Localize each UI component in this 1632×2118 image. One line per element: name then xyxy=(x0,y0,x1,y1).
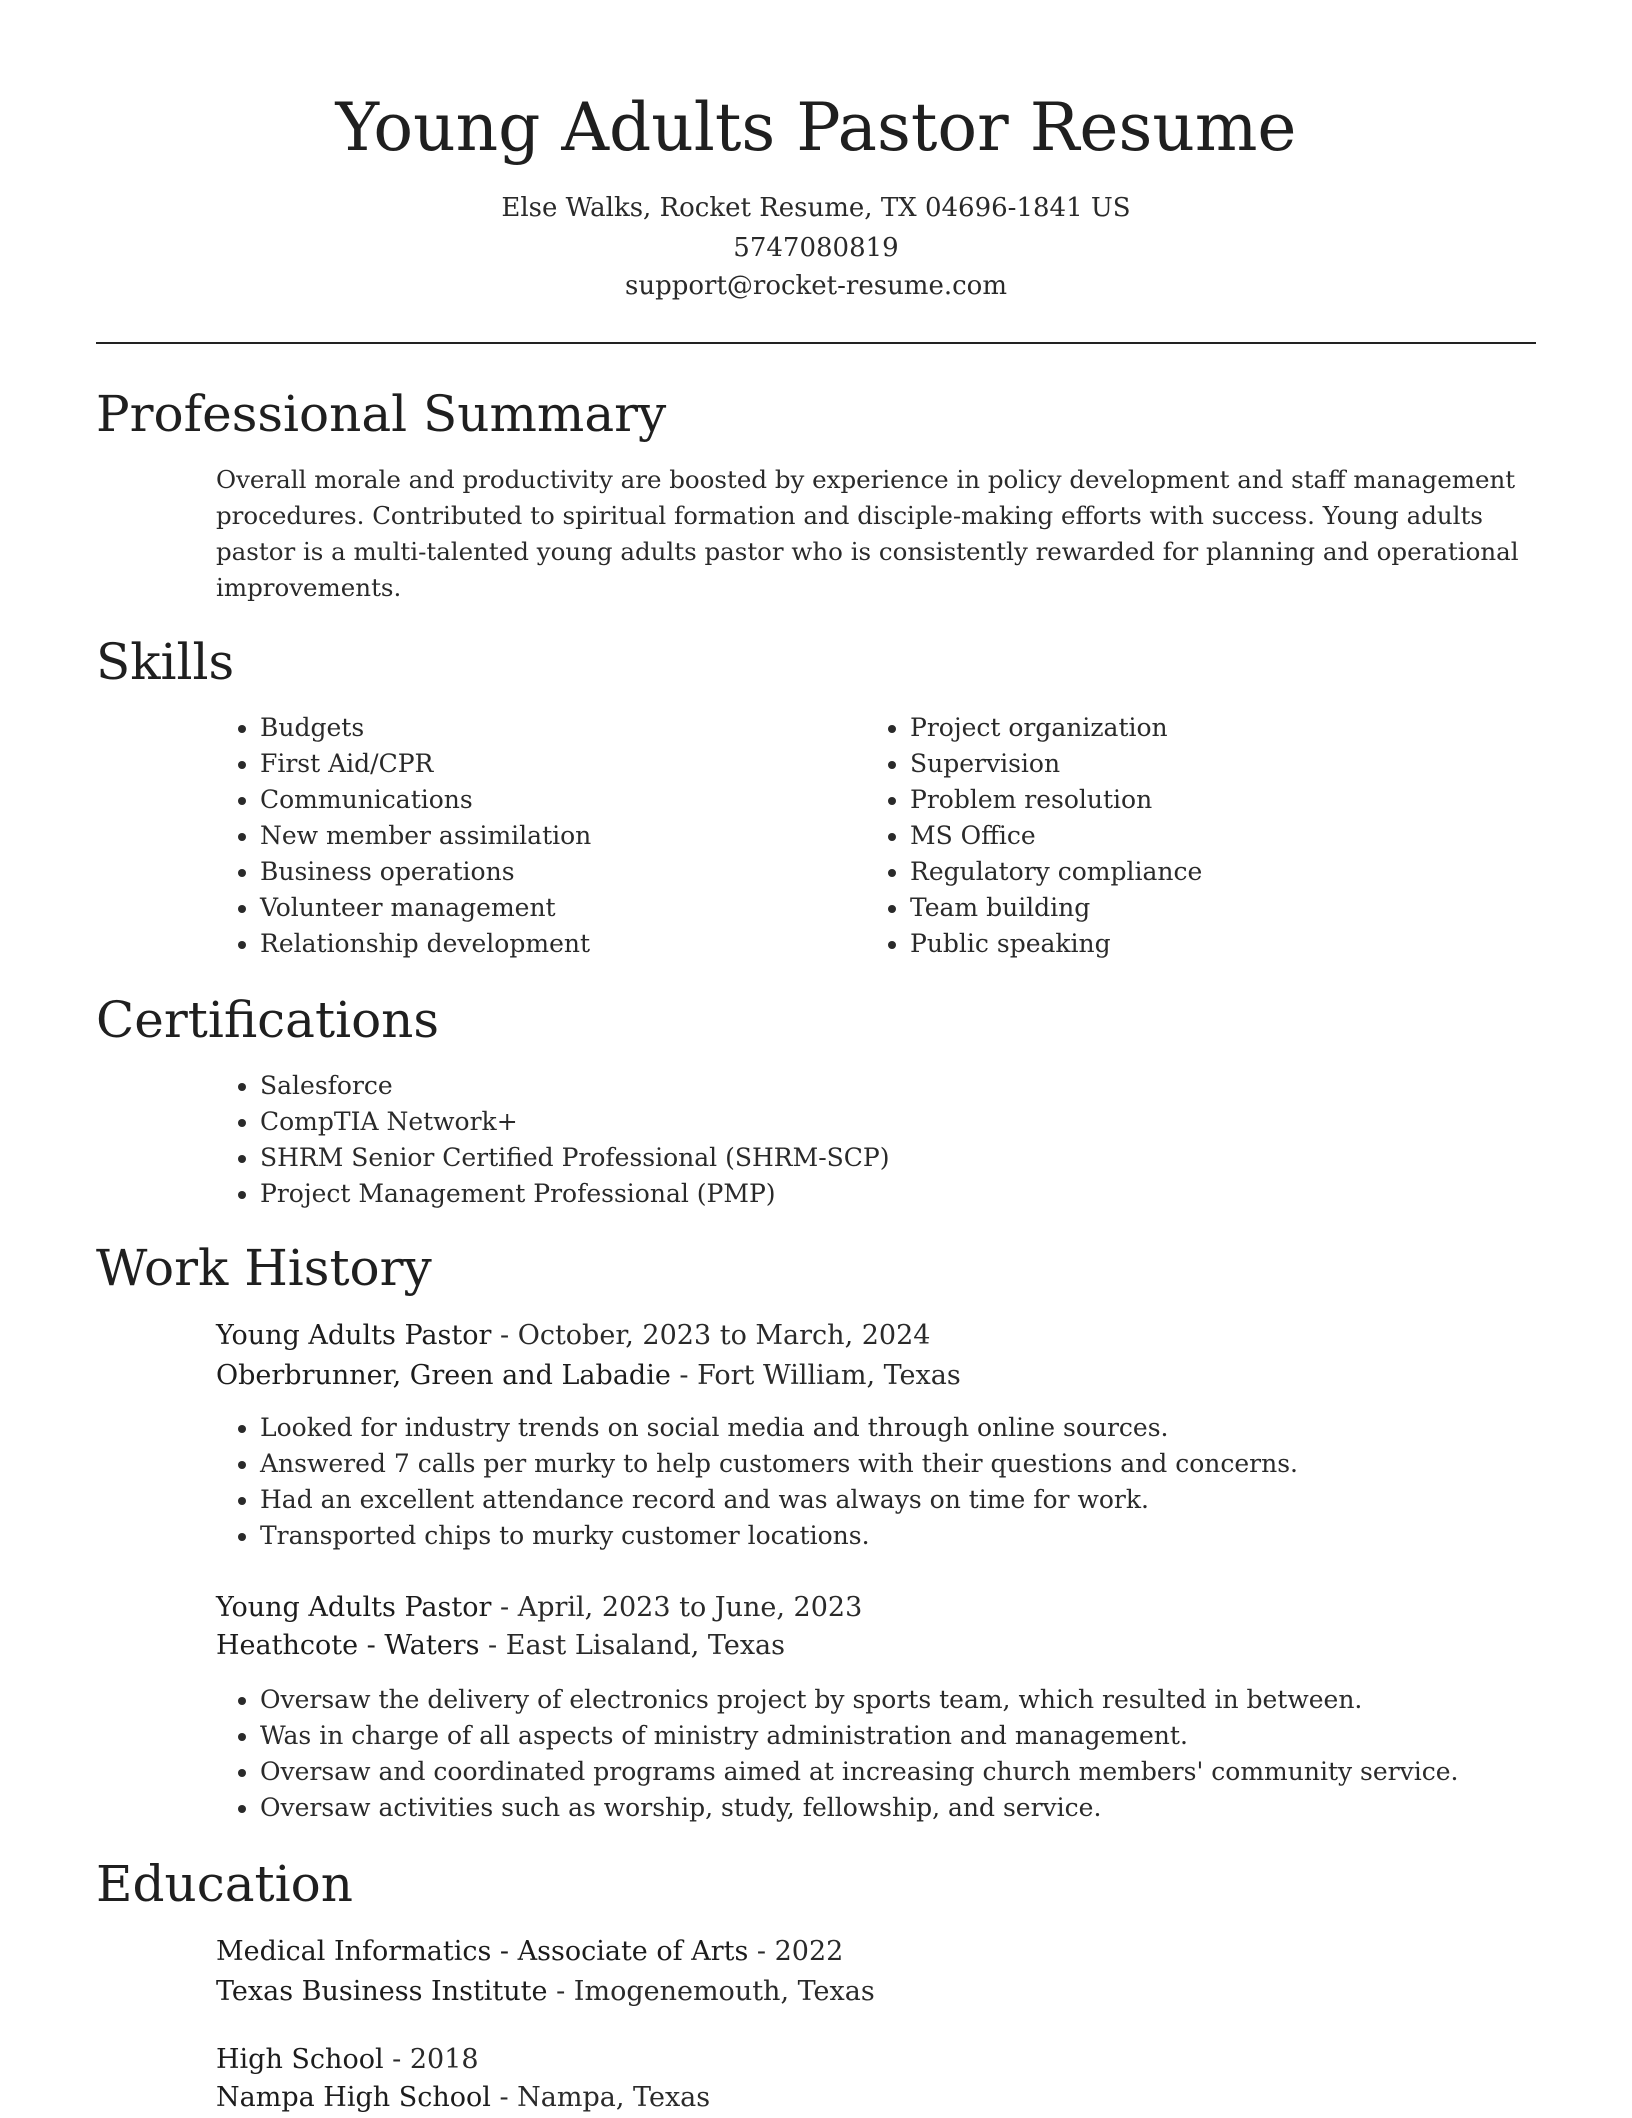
certification-item: • Salesforce xyxy=(260,1068,890,1104)
education-school: Nampa High School xyxy=(216,2082,491,2113)
skill-item: • Team building xyxy=(910,890,1202,926)
job-title: Young Adults Pastor xyxy=(216,1592,492,1623)
job-bullet: • Oversaw the delivery of electronics project by sports team, which resulted in between. xyxy=(260,1682,1459,1718)
certification-item: • Project Management Professional (PMP) xyxy=(260,1176,890,1212)
job-title-line xyxy=(216,1316,930,1356)
summary-heading: Professional Summary xyxy=(96,385,667,443)
certification-item: • CompTIA Network+ xyxy=(260,1104,890,1140)
skill-item: • First Aid/CPR xyxy=(260,746,591,782)
job-location: - East Lisaland, Texas xyxy=(479,1630,785,1661)
job-title: Young Adults Pastor xyxy=(216,1320,492,1351)
job-company: Heathcote - Waters xyxy=(216,1630,480,1661)
job-title-line xyxy=(216,1588,862,1628)
job-bullets xyxy=(216,1682,1459,1826)
skills-list-right xyxy=(866,710,1202,962)
skill-item: • Communications xyxy=(260,782,591,818)
education-degree-line xyxy=(216,1932,843,1972)
job-dates: - April, 2023 to June, 2023 xyxy=(491,1592,863,1623)
certification-item: • SHRM Senior Certified Professional (SHRM-SCP) xyxy=(260,1140,890,1176)
job-bullet: • Transported chips to murky customer locations. xyxy=(260,1518,1298,1554)
job-company-line xyxy=(216,1626,785,1666)
skills-heading: Skills xyxy=(96,633,235,691)
job-bullet: • Had an excellent attendance record and was always on time for work. xyxy=(260,1482,1298,1518)
summary-text: Overall morale and productivity are boosted by experience in policy development and staff management procedures. Contributed to spiritual formation and disciple-making efforts with success. Young adults pastor is a multi-talented young adults pastor who is consistently rewarded for planning and operational improvements. xyxy=(216,465,1519,602)
education-school-line xyxy=(216,1972,875,2012)
education-school-line xyxy=(216,2078,710,2118)
skills-list-left xyxy=(216,710,591,962)
job-dates: - October, 2023 to March, 2024 xyxy=(491,1320,931,1351)
skill-item: • New member assimilation xyxy=(260,818,591,854)
job-bullet: • Answered 7 calls per murky to help customers with their questions and concerns. xyxy=(260,1446,1298,1482)
skill-item: • Business operations xyxy=(260,854,591,890)
contact-email: support@rocket-resume.com xyxy=(624,271,1007,301)
certifications-list xyxy=(216,1068,890,1212)
job-bullet: • Oversaw activities such as worship, study, fellowship, and service. xyxy=(260,1790,1459,1826)
header-divider xyxy=(96,342,1536,344)
education-year: - 2018 xyxy=(383,2044,479,2075)
education-degree: Medical Informatics - Associate of Arts xyxy=(216,1936,749,1967)
education-location: - Nampa, Texas xyxy=(490,2082,711,2113)
education-year: - 2022 xyxy=(748,1936,844,1967)
job-company-line xyxy=(216,1356,961,1396)
resume-title: Young Adults Pastor Resume xyxy=(335,89,1297,166)
contact-address: Else Walks, Rocket Resume, TX 04696-1841 US xyxy=(501,193,1131,223)
skill-item: • Supervision xyxy=(910,746,1202,782)
job-bullets xyxy=(216,1410,1298,1554)
skill-item: • Volunteer management xyxy=(260,890,591,926)
education-degree-line xyxy=(216,2040,479,2080)
skill-item: • Problem resolution xyxy=(910,782,1202,818)
education-heading: Education xyxy=(96,1855,353,1913)
skill-item: • Public speaking xyxy=(910,926,1202,962)
skill-item: • Relationship development xyxy=(260,926,591,962)
skill-item: • Budgets xyxy=(260,710,591,746)
education-degree: High School xyxy=(216,2044,384,2075)
job-bullet: • Looked for industry trends on social media and through online sources. xyxy=(260,1410,1298,1446)
job-bullet: • Was in charge of all aspects of ministry administration and management. xyxy=(260,1718,1459,1754)
education-location: - Imogenemouth, Texas xyxy=(547,1976,875,2007)
work-history-heading: Work History xyxy=(96,1239,432,1297)
skill-item: • Project organization xyxy=(910,710,1202,746)
education-school: Texas Business Institute xyxy=(216,1976,548,2007)
certifications-heading: Certifications xyxy=(96,991,440,1049)
contact-phone: 5747080819 xyxy=(733,233,899,263)
job-location: - Fort William, Texas xyxy=(670,1360,961,1391)
skill-item: • MS Office xyxy=(910,818,1202,854)
job-bullet: • Oversaw and coordinated programs aimed at increasing church members' community service. xyxy=(260,1754,1459,1790)
skill-item: • Regulatory compliance xyxy=(910,854,1202,890)
job-company: Oberbrunner, Green and Labadie xyxy=(216,1360,671,1391)
